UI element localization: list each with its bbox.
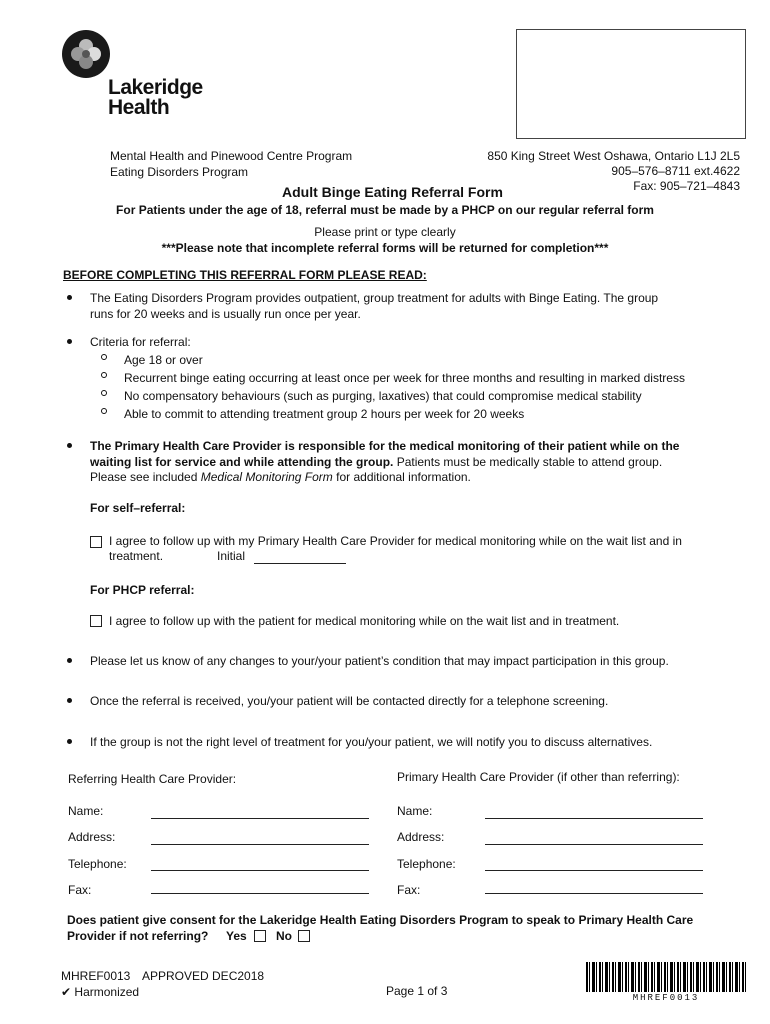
- referring-name-field[interactable]: [151, 818, 369, 819]
- harmonized-label: Harmonized: [74, 985, 140, 999]
- criteria-item: Able to commit to attending treatment group 2 hours per week for 20 weeks: [124, 407, 525, 421]
- criteria-item: Age 18 or over: [124, 353, 203, 367]
- bullet-6: If the group is not the right level of treatment for you/your patient, we will notify you to discuss alternatives.: [90, 735, 653, 749]
- self-referral-line-1: I agree to follow up with my Primary Health Care Provider for medical monitoring while on the wait list and in: [109, 534, 682, 548]
- address-street: 850 King Street West Oshawa, Ontario L1J 2L5: [487, 149, 740, 163]
- bullet-5: Once the referral is received, you/your patient will be contacted directly for a telephone screening.: [90, 694, 609, 708]
- referring-address-field[interactable]: [151, 844, 369, 845]
- bullet-1-line-1: The Eating Disorders Program provides outpatient, group treatment for adults with Binge Eating. The group: [90, 291, 659, 305]
- primary-name-label: Name:: [397, 804, 433, 818]
- consent-no-checkbox[interactable]: [298, 930, 310, 942]
- criteria-item: No compensatory behaviours (such as purging, laxatives) that could compromise medical stability: [124, 389, 642, 403]
- form-title: Adult Binge Eating Referral Form: [282, 184, 503, 200]
- check-icon: ✔: [61, 985, 72, 999]
- page-number: Page 1 of 3: [386, 984, 448, 998]
- primary-telephone-label: Telephone:: [397, 857, 456, 871]
- consent-question-line-1: Does patient give consent for the Lakeridge Health Eating Disorders Program to speak to Primary Health Care: [67, 913, 694, 927]
- bullet-icon: [67, 658, 72, 663]
- initial-field[interactable]: [254, 563, 346, 564]
- primary-fax-field[interactable]: [485, 893, 703, 894]
- form-code: MHREF0013: [61, 969, 131, 983]
- circle-bullet-icon: [101, 408, 107, 414]
- phcp-referral-heading: For PHCP referral:: [90, 583, 195, 597]
- bullet-icon: [67, 443, 72, 448]
- before-heading: BEFORE COMPLETING THIS REFERRAL FORM PLEASE READ:: [63, 268, 427, 282]
- primary-name-field[interactable]: [485, 818, 703, 819]
- circle-bullet-icon: [101, 354, 107, 360]
- primary-telephone-field[interactable]: [485, 870, 703, 871]
- self-referral-line-2: treatment.: [109, 549, 164, 563]
- stamp-box[interactable]: [516, 29, 746, 139]
- primary-provider-heading: Primary Health Care Provider (if other than referring):: [397, 770, 680, 784]
- criteria-heading: Criteria for referral:: [90, 335, 191, 349]
- criteria-item: Recurrent binge eating occurring at least once per week for three months and resulting in marked distress: [124, 371, 685, 385]
- bullet-4: Please let us know of any changes to your/your patient’s condition that may impact participation in this group.: [90, 654, 669, 668]
- bullet-3-line-3: Please see included Medical Monitoring Form for additional information.: [90, 470, 471, 484]
- barcode-icon: [586, 962, 746, 992]
- bullet-3-line-1: The Primary Health Care Provider is responsible for the medical monitoring of their patient while on the: [90, 439, 680, 453]
- harmonized-row: [61, 985, 139, 1000]
- bullet-icon: [67, 739, 72, 744]
- circle-bullet-icon: [101, 372, 107, 378]
- primary-address-label: Address:: [397, 830, 445, 844]
- approved-date: APPROVED DEC2018: [142, 969, 265, 983]
- logo-wordmark: Lakeridge Health: [108, 76, 203, 119]
- primary-fax-label: Fax:: [397, 883, 421, 897]
- print-note: Please print or type clearly: [314, 225, 456, 239]
- program-line-1: Mental Health and Pinewood Centre Program: [110, 149, 353, 163]
- referring-name-label: Name:: [68, 804, 104, 818]
- lakeridge-logo-icon: [62, 30, 110, 78]
- self-referral-heading: For self–referral:: [90, 501, 186, 515]
- incomplete-note: ***Please note that incomplete referral forms will be returned for completion***: [161, 241, 609, 255]
- referring-telephone-field[interactable]: [151, 870, 369, 871]
- address-fax: Fax: 905–721–4843: [633, 179, 740, 193]
- circle-bullet-icon: [101, 390, 107, 396]
- bullet-icon: [67, 295, 72, 300]
- bullet-icon: [67, 698, 72, 703]
- consent-question-line-2: Provider if not referring?: [67, 929, 209, 943]
- referring-fax-label: Fax:: [68, 883, 92, 897]
- consent-yes-label: Yes: [226, 929, 247, 943]
- referring-telephone-label: Telephone:: [68, 857, 127, 871]
- barcode-text: MHREF0013: [632, 993, 700, 1003]
- bullet-3-line-2: waiting list for service and while attending the group. Patients must be medically stable to attend group.: [90, 455, 663, 469]
- bullet-icon: [67, 339, 72, 344]
- referring-fax-field[interactable]: [151, 893, 369, 894]
- bullet-1-line-2: runs for 20 weeks and is usually run once per year.: [90, 307, 361, 321]
- address-phone: 905–576–8711 ext.4622: [611, 164, 740, 178]
- consent-yes-checkbox[interactable]: [254, 930, 266, 942]
- program-line-2: Eating Disorders Program: [110, 165, 249, 179]
- form-subtitle: For Patients under the age of 18, referral must be made by a PHCP on our regular referral form: [116, 203, 654, 217]
- self-referral-checkbox[interactable]: [90, 536, 102, 548]
- referring-address-label: Address:: [68, 830, 116, 844]
- phcp-referral-line: I agree to follow up with the patient for medical monitoring while on the wait list and in treatment.: [109, 614, 620, 628]
- referring-provider-heading: Referring Health Care Provider:: [68, 772, 237, 786]
- consent-no-label: No: [276, 929, 292, 943]
- initial-label: Initial: [217, 549, 246, 563]
- primary-address-field[interactable]: [485, 844, 703, 845]
- phcp-referral-checkbox[interactable]: [90, 615, 102, 627]
